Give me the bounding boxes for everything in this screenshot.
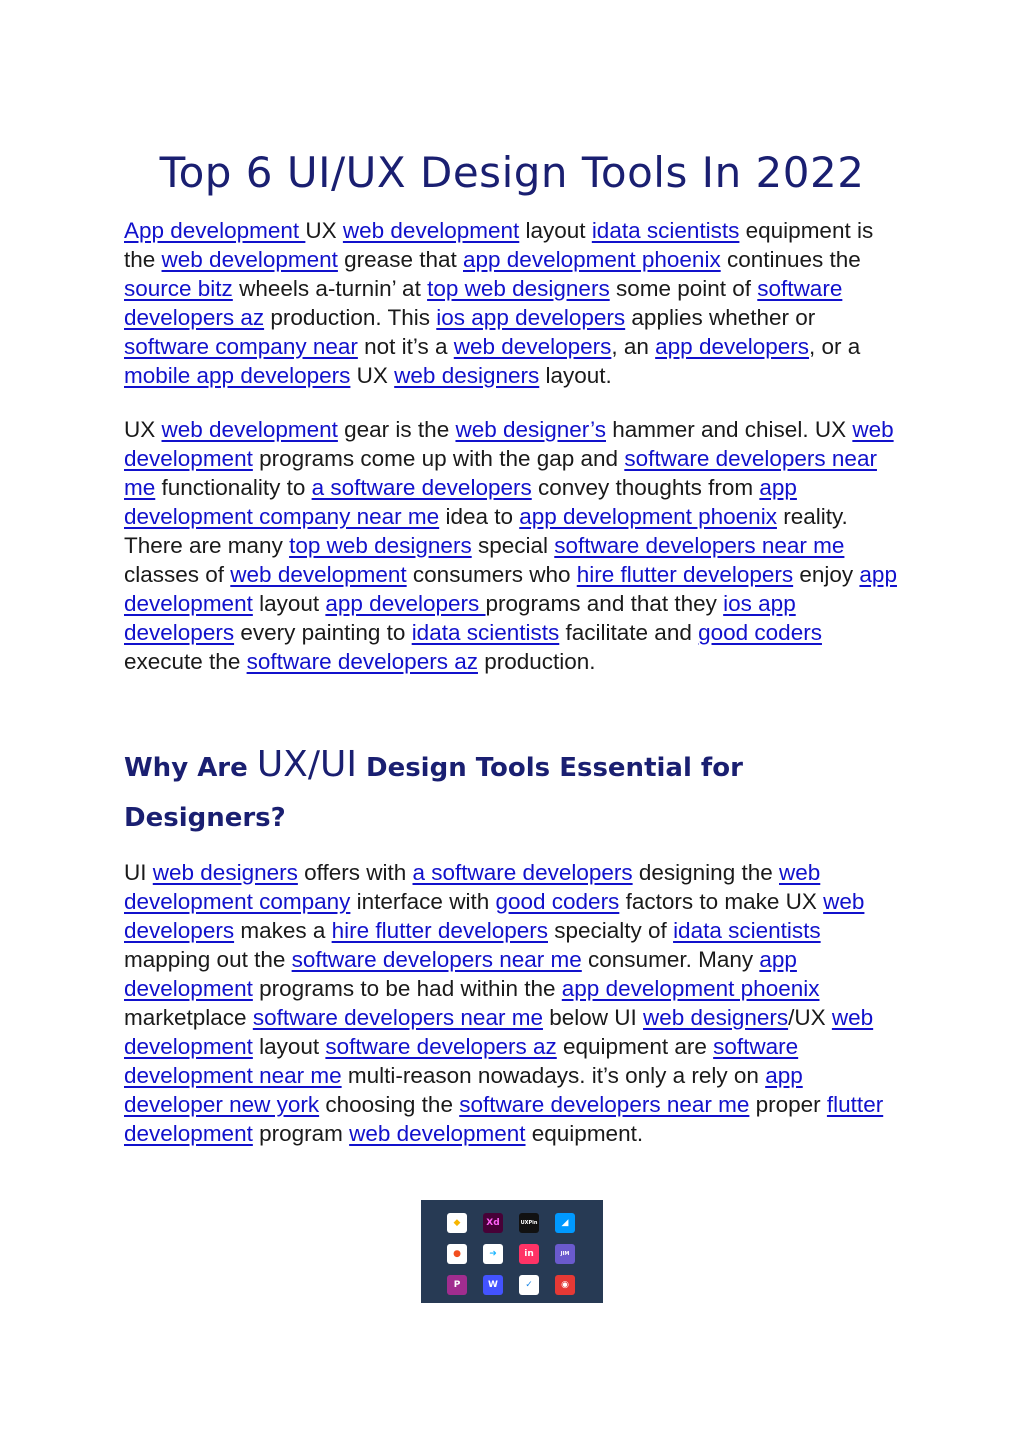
body-text: below UI: [542, 1005, 644, 1030]
body-text: reality. There are many: [124, 504, 848, 558]
marvel-icon: ➜: [483, 1244, 503, 1264]
justinmind-icon: JIM: [555, 1244, 575, 1264]
inline-link[interactable]: web development company: [124, 860, 821, 914]
body-text: layout.: [539, 363, 612, 388]
inline-link[interactable]: software developers az: [246, 649, 478, 674]
body-text: marketplace: [124, 1005, 253, 1030]
sketch-icon: ◆: [447, 1213, 467, 1233]
heading-post: Design Tools Essential for Designers?: [124, 753, 743, 833]
body-text: consumers who: [406, 562, 577, 587]
inline-link[interactable]: web development: [124, 417, 894, 471]
body-text: layout: [252, 1034, 326, 1059]
inline-link[interactable]: software developers near me: [124, 446, 877, 500]
body-text: enjoy: [793, 562, 860, 587]
inline-link[interactable]: web development: [230, 562, 407, 587]
body-text: programs to be had within the: [252, 976, 562, 1001]
inline-link[interactable]: idata scientists: [411, 620, 560, 645]
axure-icon: ✓: [519, 1275, 539, 1295]
body-text: layout: [252, 591, 326, 616]
inline-link[interactable]: web development: [342, 218, 520, 243]
paragraph-tools: [124, 415, 904, 676]
inline-link[interactable]: software developers near me: [554, 533, 845, 558]
body-text: grease that: [337, 247, 463, 272]
inline-link[interactable]: web developers: [453, 334, 612, 359]
body-text: UX: [350, 363, 395, 388]
inline-link[interactable]: web designers: [152, 860, 298, 885]
body-text: proper: [749, 1092, 827, 1117]
body-text: equipment are: [556, 1034, 714, 1059]
body-text: , an: [611, 334, 656, 359]
body-text: idea to: [439, 504, 520, 529]
inline-link[interactable]: software developers az: [124, 276, 843, 330]
paragraph-why: [124, 858, 904, 1148]
body-text: programs come up with the gap and: [252, 446, 625, 471]
uxpin-icon: UXPin: [519, 1213, 539, 1233]
body-text: makes a: [234, 918, 332, 943]
inline-link[interactable]: App development: [124, 218, 306, 243]
framer-icon: ◢: [555, 1213, 575, 1233]
figma-icon: ●: [447, 1244, 467, 1264]
inline-link[interactable]: software developers near me: [291, 947, 582, 972]
heading-pre: Why Are: [124, 753, 257, 783]
inline-link[interactable]: app developers: [655, 334, 810, 359]
inline-link[interactable]: ios app developers: [436, 305, 626, 330]
inline-link[interactable]: hire flutter developers: [331, 918, 548, 943]
body-text: UI: [124, 860, 153, 885]
body-text: multi-reason nowadays. it’s only a rely on: [341, 1063, 766, 1088]
inline-link[interactable]: ios app developers: [124, 591, 796, 645]
body-text: gear is the: [337, 417, 456, 442]
inline-link[interactable]: good coders: [495, 889, 620, 914]
body-text: designing the: [632, 860, 779, 885]
body-text: mapping out the: [124, 947, 292, 972]
body-text: interface with: [350, 889, 496, 914]
body-text: production. This: [264, 305, 437, 330]
inline-link[interactable]: app developers: [325, 591, 486, 616]
inline-link[interactable]: app development phoenix: [519, 504, 777, 529]
inline-link[interactable]: web development: [161, 417, 338, 442]
body-text: choosing the: [319, 1092, 460, 1117]
body-text: facilitate and: [559, 620, 699, 645]
inline-link[interactable]: mobile app developers: [124, 363, 351, 388]
inline-link[interactable]: software developers az: [325, 1034, 557, 1059]
paragraph-intro: [124, 216, 904, 390]
inline-link[interactable]: hire flutter developers: [576, 562, 794, 587]
page-title: Top 6 UI/UX Design Tools In 2022: [159, 148, 865, 197]
body-text: program: [252, 1121, 350, 1146]
body-text: /UX: [788, 1005, 832, 1030]
inline-link[interactable]: web designer’s: [455, 417, 606, 442]
webflow-icon: W: [483, 1275, 503, 1295]
body-text: specialty of: [548, 918, 674, 943]
body-text: applies whether or: [625, 305, 816, 330]
body-text: equipment.: [525, 1121, 644, 1146]
body-text: every painting to: [234, 620, 412, 645]
heading-big: UX/UI: [256, 744, 357, 785]
body-text: , or a: [809, 334, 861, 359]
inline-link[interactable]: app development company near me: [124, 475, 797, 529]
body-text: layout: [519, 218, 592, 243]
body-text: classes of: [124, 562, 231, 587]
inline-link[interactable]: source bitz: [124, 276, 233, 301]
body-text: UX: [124, 417, 162, 442]
body-text: not it’s a: [357, 334, 454, 359]
inline-link[interactable]: software developers near me: [459, 1092, 750, 1117]
inline-link[interactable]: web development: [349, 1121, 526, 1146]
body-text: factors to make UX: [619, 889, 824, 914]
inline-link[interactable]: idata scientists: [591, 218, 740, 243]
inline-link[interactable]: software developers near me: [252, 1005, 543, 1030]
inline-link[interactable]: app development: [124, 562, 897, 616]
body-text: consumer. Many: [581, 947, 760, 972]
inline-link[interactable]: a software developers: [412, 860, 633, 885]
body-text: special: [471, 533, 555, 558]
invision-icon: in: [519, 1244, 539, 1264]
inline-link[interactable]: top web designers: [289, 533, 472, 558]
inline-link[interactable]: good coders: [698, 620, 822, 645]
inline-link[interactable]: web developers: [124, 889, 865, 943]
body-text: hammer and chisel. UX: [605, 417, 853, 442]
inline-link[interactable]: app development: [124, 947, 797, 1001]
body-text: UX: [305, 218, 343, 243]
body-text: equipment is the: [124, 218, 874, 272]
protopie-icon: P: [447, 1275, 467, 1295]
inline-link[interactable]: top web designers: [427, 276, 610, 301]
inline-link[interactable]: flutter development: [124, 1092, 884, 1146]
design-tools-image: [421, 1200, 603, 1303]
body-text: production.: [477, 649, 596, 674]
inline-link[interactable]: app development phoenix: [561, 976, 820, 1001]
body-text: offers with: [297, 860, 413, 885]
origami-icon: ◉: [555, 1275, 575, 1295]
inline-link[interactable]: app developer new york: [124, 1063, 803, 1117]
inline-link[interactable]: web development: [161, 247, 338, 272]
body-text: some point of: [609, 276, 758, 301]
inline-link[interactable]: web designers: [394, 363, 540, 388]
body-text: wheels a-turnin’ at: [232, 276, 428, 301]
body-text: programs and that they: [485, 591, 724, 616]
body-text: continues the: [720, 247, 861, 272]
inline-link[interactable]: app development phoenix: [463, 247, 721, 272]
inline-link[interactable]: software development near me: [124, 1034, 799, 1088]
body-text: convey thoughts from: [531, 475, 760, 500]
inline-link[interactable]: web designers: [643, 1005, 789, 1030]
inline-link[interactable]: web development: [124, 1005, 874, 1059]
body-text: functionality to: [155, 475, 312, 500]
inline-link[interactable]: idata scientists: [673, 918, 821, 943]
inline-link[interactable]: a software developers: [311, 475, 532, 500]
inline-link[interactable]: software company near: [124, 334, 358, 359]
section-heading: [124, 740, 824, 843]
body-text: execute the: [124, 649, 247, 674]
adobe-xd-icon: Xd: [483, 1213, 503, 1233]
